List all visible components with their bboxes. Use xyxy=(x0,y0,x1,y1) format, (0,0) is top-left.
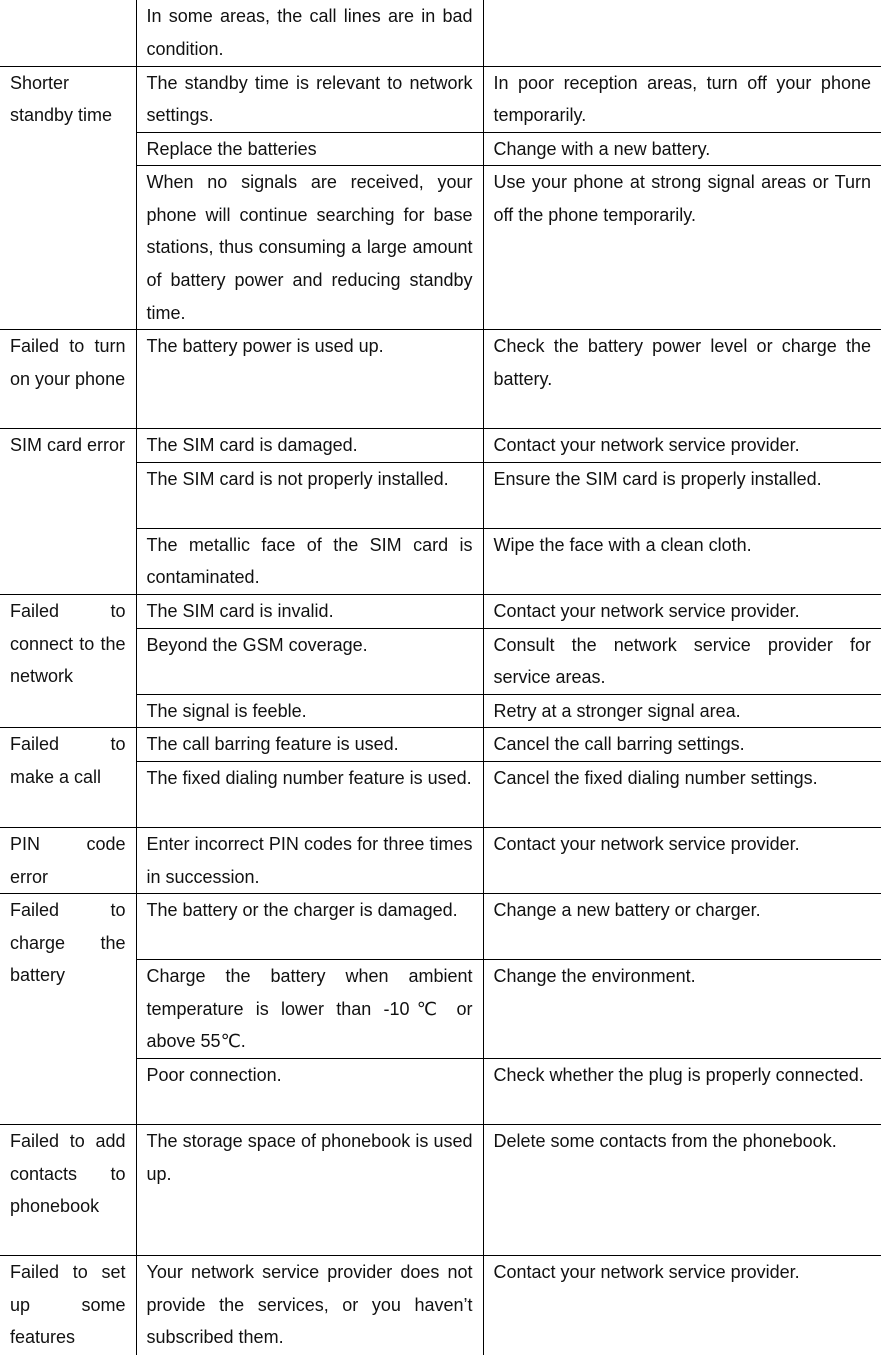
solution-cell: Retry at a stronger signal area. xyxy=(483,694,881,728)
solution-cell: Contact your network service provider. xyxy=(483,1256,881,1355)
cause-cell: The signal is feeble. xyxy=(136,694,483,728)
solution-cell: Check the battery power level or charge the battery. xyxy=(483,330,881,429)
cause-cell: The storage space of phonebook is used up. xyxy=(136,1125,483,1256)
solution-cell: Ensure the SIM card is properly installed. xyxy=(483,462,881,528)
problem-cell: Failed to charge the battery xyxy=(0,894,136,1125)
table-row xyxy=(0,429,881,463)
table-row xyxy=(0,828,881,894)
cause-cell: The SIM card is invalid. xyxy=(136,595,483,629)
cause-cell: The metallic face of the SIM card is contaminated. xyxy=(136,528,483,594)
problem-cell: Failed to add contacts to phonebook xyxy=(0,1125,136,1256)
cause-cell: The call barring feature is used. xyxy=(136,728,483,762)
table-row xyxy=(0,330,881,429)
solution-cell: Wipe the face with a clean cloth. xyxy=(483,528,881,594)
solution-cell: Cancel the fixed dialing number settings. xyxy=(483,762,881,828)
cause-cell: The battery or the charger is damaged. xyxy=(136,894,483,960)
solution-cell: Contact your network service provider. xyxy=(483,595,881,629)
problem-cell: Failed to connect to the network xyxy=(0,595,136,728)
table-row xyxy=(0,595,881,629)
table-row xyxy=(0,0,881,66)
cause-cell: Beyond the GSM coverage. xyxy=(136,628,483,694)
solution-cell: Delete some contacts from the phonebook. xyxy=(483,1125,881,1256)
solution-cell: Change with a new battery. xyxy=(483,132,881,166)
table-row xyxy=(0,66,881,132)
solution-cell: Consult the network service provider for service areas. xyxy=(483,628,881,694)
problem-cell: Failed to turn on your phone xyxy=(0,330,136,429)
cause-cell: The SIM card is damaged. xyxy=(136,429,483,463)
problem-cell: PIN code error xyxy=(0,828,136,894)
table-row xyxy=(0,894,881,960)
solution-cell: Contact your network service provider. xyxy=(483,828,881,894)
solution-cell: Change a new battery or charger. xyxy=(483,894,881,960)
cause-cell: Poor connection. xyxy=(136,1059,483,1125)
solution-cell: Check whether the plug is properly connected. xyxy=(483,1059,881,1125)
table-row xyxy=(0,728,881,762)
cause-cell: Your network service provider does not provide the services, or you haven’t subscribed them. xyxy=(136,1256,483,1355)
cause-cell: The battery power is used up. xyxy=(136,330,483,429)
cause-cell: The standby time is relevant to network settings. xyxy=(136,66,483,132)
cause-cell: The fixed dialing number feature is used. xyxy=(136,762,483,828)
cause-cell: When no signals are received, your phone will continue searching for base stations, thus consuming a large amount of battery power and reducing standby time. xyxy=(136,166,483,330)
solution-cell: Contact your network service provider. xyxy=(483,429,881,463)
solution-cell: In poor reception areas, turn off your phone temporarily. xyxy=(483,66,881,132)
problem-cell-empty xyxy=(0,0,136,66)
cause-cell: The SIM card is not properly installed. xyxy=(136,462,483,528)
cause-cell: Charge the battery when ambient temperature is lower than -10℃ or above 55℃. xyxy=(136,960,483,1059)
table-row xyxy=(0,1125,881,1256)
problem-cell: SIM card error xyxy=(0,429,136,595)
cause-cell: Enter incorrect PIN codes for three times in succession. xyxy=(136,828,483,894)
problem-cell: Failed to set up some features xyxy=(0,1256,136,1355)
solution-cell-empty xyxy=(483,0,881,66)
cause-cell: In some areas, the call lines are in bad condition. xyxy=(136,0,483,66)
problem-cell: Shorter standby time xyxy=(0,66,136,330)
solution-cell: Cancel the call barring settings. xyxy=(483,728,881,762)
table-row xyxy=(0,1256,881,1355)
solution-cell: Change the environment. xyxy=(483,960,881,1059)
cause-cell: Replace the batteries xyxy=(136,132,483,166)
problem-cell: Failed to make a call xyxy=(0,728,136,828)
solution-cell: Use your phone at strong signal areas or Turn off the phone temporarily. xyxy=(483,166,881,330)
